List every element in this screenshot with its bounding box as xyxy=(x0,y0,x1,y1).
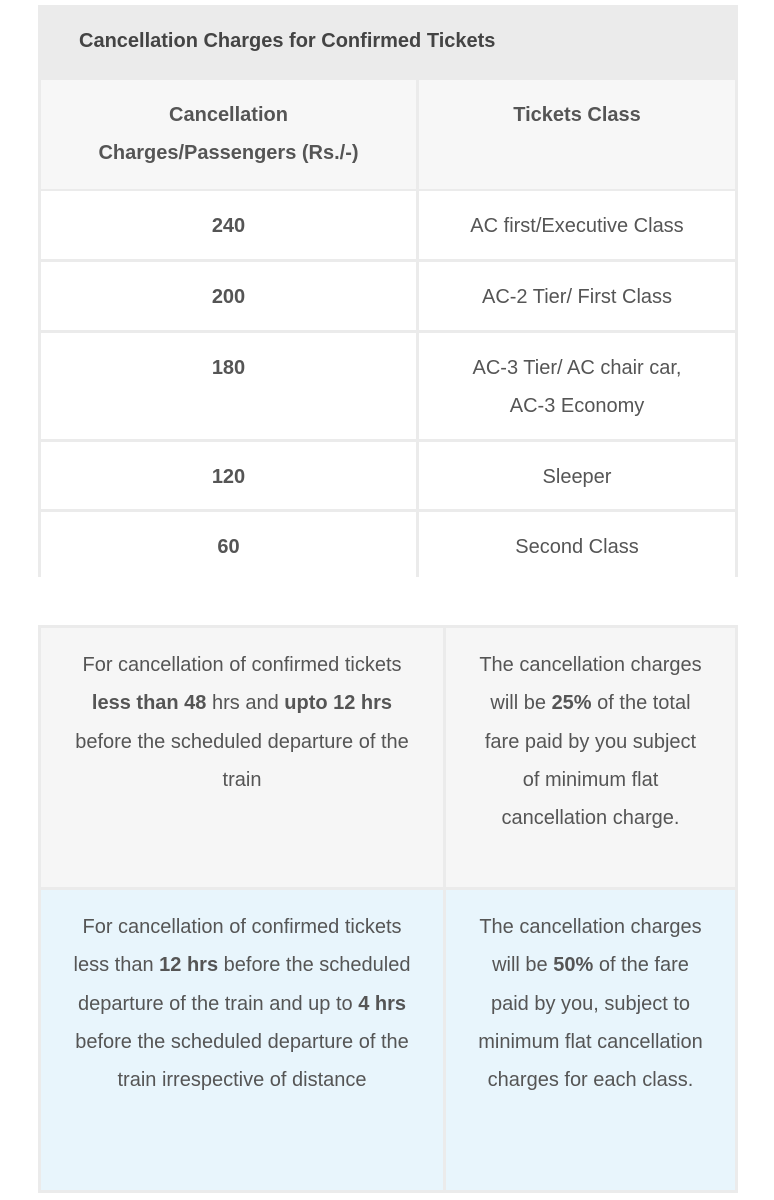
class-cell: Second Class xyxy=(419,512,735,579)
class-cell: Sleeper xyxy=(419,442,735,509)
header-line: Charges/Passengers (Rs./-) xyxy=(98,142,359,164)
text-run: hrs and xyxy=(206,692,285,715)
condition-cell xyxy=(41,628,443,887)
text-run: before the scheduled departure of the train xyxy=(75,730,409,791)
header-line: Cancellation xyxy=(169,104,288,126)
emphasis-text: upto 12 hrs xyxy=(284,692,393,715)
emphasis-text: 25% xyxy=(551,692,592,715)
table-row xyxy=(41,628,735,887)
class-cell xyxy=(419,333,735,439)
charge-cell xyxy=(446,890,735,1190)
table-row xyxy=(41,512,735,579)
header-charges-per-passenger xyxy=(41,80,416,189)
charge-cell: 180 xyxy=(41,333,416,439)
charge-cell: 200 xyxy=(41,262,416,330)
emphasis-text: 50% xyxy=(553,954,594,977)
table-row xyxy=(41,442,735,509)
charge-cell: 60 xyxy=(41,512,416,579)
emphasis-text: 4 hrs xyxy=(358,992,406,1015)
emphasis-text: less than 48 xyxy=(91,692,207,715)
text-run: before the scheduled departure of the train and up to xyxy=(77,954,411,1015)
cancellation-timing-table xyxy=(38,625,738,1193)
text-run: For cancellation of confirmed tickets less than xyxy=(73,916,402,977)
text-run: For cancellation of confirmed tickets xyxy=(82,654,402,676)
table-row xyxy=(41,890,735,1190)
class-line: AC-3 Tier/ AC chair car, xyxy=(472,357,682,379)
confirmed-ticket-charges-table xyxy=(38,5,738,577)
table-header-row xyxy=(41,80,735,189)
text-run: before the scheduled departure of the train irrespective of distance xyxy=(75,1030,409,1092)
table-title: Cancellation Charges for Confirmed Tickets xyxy=(38,5,738,78)
text-run: of the total fare paid by you subject of minimum flat cancellation charge. xyxy=(484,692,697,830)
class-cell: AC first/Executive Class xyxy=(419,191,735,259)
emphasis-text: 12 hrs xyxy=(159,954,219,977)
condition-cell xyxy=(41,890,443,1190)
class-line: AC-3 Economy xyxy=(509,395,645,417)
text-run: of the fare paid by you, subject to minimum flat cancellation charges for each class. xyxy=(478,954,703,1092)
charge-cell xyxy=(446,628,735,887)
class-cell: AC-2 Tier/ First Class xyxy=(419,262,735,330)
text-run: The cancellation charges will be xyxy=(479,916,702,977)
text-run: The cancellation charges will be xyxy=(479,654,702,715)
charge-cell: 240 xyxy=(41,191,416,259)
table-row xyxy=(41,191,735,259)
table-row xyxy=(41,262,735,330)
charge-cell: 120 xyxy=(41,442,416,509)
header-tickets-class: Tickets Class xyxy=(419,80,735,189)
table-row xyxy=(41,333,735,439)
